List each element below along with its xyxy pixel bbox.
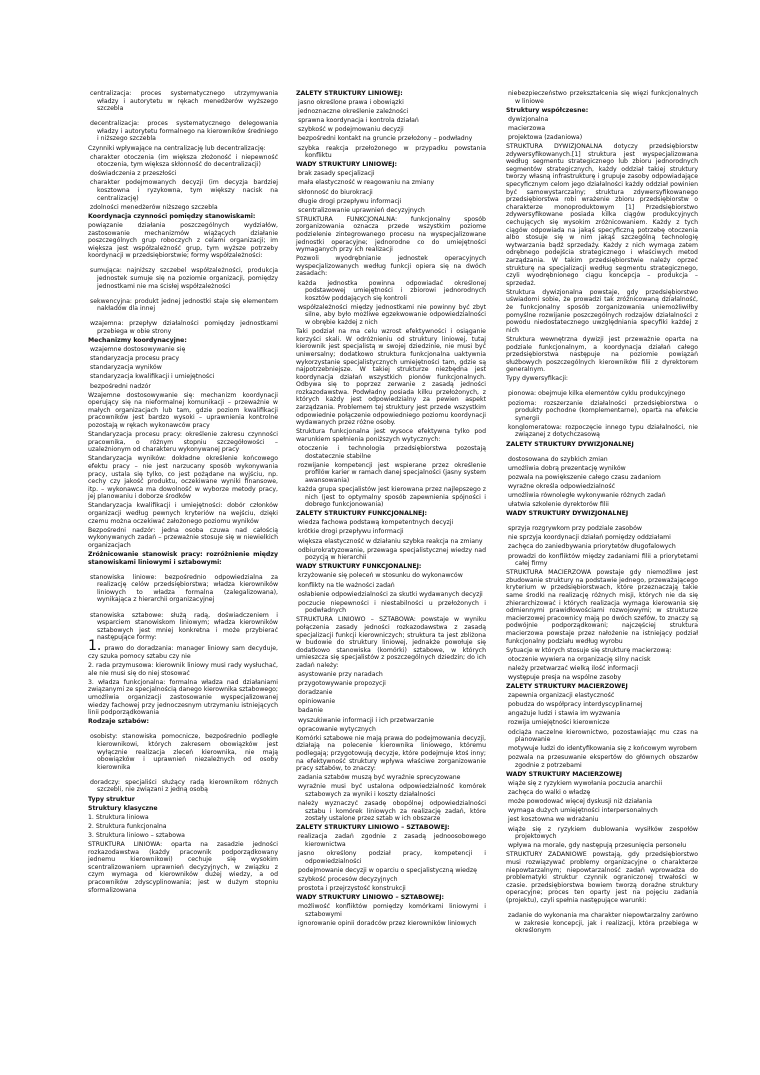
list-item: prowadzi do konfliktów między zadaniami filii a priorytetami całej firmy	[508, 552, 698, 568]
list-item: ignorowanie opinii doradców przez kierowników liniowych	[298, 919, 477, 927]
list-item: umożliwia równoległe wykonywanie różnych zadań	[508, 492, 666, 499]
paragraph: Wzajemne dostosowywanie się: mechanizm koordynacji operujący się na nieformalnej komunikacji – przeważnie w małych organizacjach lub tam, gdzie poziom kwalifikacji pracowników jest bardzo wysoki – uprawnienia kontrolne pozostają w rękach wykonawców pracy	[88, 391, 278, 429]
list-item: wyraźne określa odpowiedzialność	[508, 482, 616, 490]
list-item: jasno określony podział pracy, kompetencji i odpowiedzialności	[298, 850, 486, 865]
heading: ZALETY STRUKTURY MACIERZOWEJ	[506, 683, 628, 691]
list-item: opracowanie wytycznych	[298, 725, 376, 733]
list-item: pozioma: rozszerzanie działalności przedsiębiorstwa o produkty pochodne (komplementarne), oparta na efekcie synergii	[508, 399, 698, 422]
list-item: otoczenie wywiera na organizację silny nacisk	[508, 655, 651, 663]
column-2	[296, 90, 486, 929]
list-item: zadanie do wykonania ma charakter niepowtarzalny zarówno w zakresie koncepcji, jak i realizacji, która przebiega w określonym	[508, 912, 698, 935]
list-item: szybka reakcja przełożonego w przypadku powstania konfliktu	[298, 144, 486, 160]
heading: Rodzaje sztabów:	[88, 718, 149, 726]
column-1	[88, 90, 278, 896]
column-3	[506, 90, 698, 936]
list-item: charakter otoczenia (im większa złożoność i niepewność otoczenia, tym większa skłonność do decentralizacji)	[90, 153, 278, 169]
heading: Struktury współczesne:	[506, 106, 589, 114]
heading: WADY STRUKTURY MACIERZOWEJ	[506, 771, 623, 778]
paragraph: Komórki sztabowe nie mają prawa do podejmowania decyzji, działają na polecenie kierownika liniowego, któremu podlegają; przygotowują decyzje, które podejmuje ktoś inny; na efektywność struktury wpływa właściwe zorganizowanie pracy sztabów, to znaczy:	[296, 734, 486, 773]
list-item: scentralizowanie uprawnień decyzyjnych	[298, 206, 425, 214]
list-item: doświadczenia z przeszłości	[90, 170, 177, 178]
list-item: każda jednostka powinna odpowiadać określonej podstawowej umiejętności i zbiorowi jednorodnych kosztów poddających się kontroli	[298, 279, 486, 302]
list-item: wiąże się z ryzykiem wywołania poczucia anarchii	[508, 780, 663, 788]
list-item: ułatwia szkolenie dyrektorów filii	[508, 501, 609, 509]
paragraph: STRUKTURA LINIOWA: oparta na zasadzie jedności rozkazodawstwa (każdy pracownik podporządkowany jednemu kierownikowi) cechuje się wysokim scentralizowaniem uprawnień decyzyjnych, w związku z czym wymaga od kierowników dużej wiedzy, a od pracowników zdyscyplinowania; jest w dużym stopniu sformalizowana	[88, 840, 278, 894]
list-item: wyraźnie musi być ustalona odpowiedzialność komórek sztabowych za wyniki i koszty działalności	[298, 783, 486, 798]
paragraph: Standaryzacja wyników: dokładne określenie końcowego efektu pracy – nie jest narzucany sposób wykonywania pracy, ustala się tylko, co jest pożądane na wyjściu, np. cechy czy jakość produktu, oczekiwane wyniki finansowe, itp. – wykonawca ma dowolność w wyborze metody pracy, jej planowaniu i doborze środków	[88, 455, 278, 501]
list-item: może powodować więcej dyskusji niż działania	[508, 798, 653, 806]
list-item: pionowa: obejmuje kilka elementów cyklu produkcyjnego	[508, 390, 686, 398]
list-item: badanie	[298, 707, 323, 715]
heading: Mechanizmy koordynacyjne:	[88, 337, 187, 345]
numbered-item: 3. władza funkcjonalna: formalna władza nad działaniami związanymi ze specjalnością danego kierownika sztabowego; umożliwia organizacji zastosowanie wyspecjalizowanej wiedzy fachowej przy jednoczesnym utrzymaniu istniejących linii podporządkowania	[88, 678, 279, 717]
list-item: podejmowanie decyzji w oparciu o specjalistyczną wiedzę	[298, 866, 477, 874]
list-item: jednoznaczne określenie zależności	[298, 108, 409, 116]
list-item: niebezpieczeństwo przekształcenia się więzi funkcjonalnych w liniowe	[508, 90, 698, 105]
list-item: przygotowywanie propozycji	[298, 680, 386, 688]
list-item: wzajemne dostosowywanie się	[90, 346, 186, 354]
heading: WADY STRUKTURY LINIOWO – SZTABOWEJ:	[296, 894, 444, 901]
list-item: dywizjonalna	[508, 115, 549, 123]
heading: Struktury klasyczne	[88, 804, 158, 812]
heading: WADY STRUKTURY FUNKCJONALNEJ:	[296, 563, 422, 571]
list-item: szybkość procesów decyzyjnych	[298, 875, 398, 883]
paragraph: Standaryzacja kwalifikacji i umiejętności: dobór członków organizacji według pewnych kryteriów na wejściu, dzięki czemu można oczekiwać założonego poziomu wyników	[88, 502, 278, 525]
list-item: sekwencyjna: produkt jednej jednostki staje się elementem nakładów dla innej	[90, 297, 278, 313]
list-item: odciąża naczelne kierownictwo, pozostawiając mu czas na planowanie	[508, 728, 698, 744]
list-item: bezpośredni nadzór	[90, 382, 151, 390]
paragraph: STRUKTURA FUNKCJONALNA: funkcjonalny sposób zorganizowania oznacza przede wszystkim poziome podzielenie zintegrowanego procesu na wyspecjalizowane jednostki operacyjne; jednorodne co do umiejętności wymaganych przy ich realizacji	[296, 215, 486, 254]
heading: Zróżnicowanie stanowisk pracy: rozróżnienie między stanowiskami liniowymi i sztabowymi:	[88, 550, 278, 566]
list-item: szybkość w podejmowaniu decyzji	[298, 126, 404, 134]
paragraph: STRUKTURA MACIERZOWA powstaje gdy niemożliwe jest zbudowanie struktury na podstawie jednego, przeważającego kryterium w przedsiębiorstwach, które przeznaczają takie same środki na realizację różnych misji, których nie da się zhierarchizować i których realizacja wymaga kierowania się odmiennymi prawidłowościami rozwojowymi; w strukturze macierzowej pracownicy mają po dwóch szefów, to znaczy są podwójnie podporządkowani; najczęściej struktura macierzowa powstaje przez nałożenie na istniejący podział funkcjonalny podziału według wyrobu	[506, 569, 698, 645]
list-item: rozwijanie kompetencji jest wspierane przez określenie profilów karier w ramach danej specjalności (jasny system awansowania)	[298, 461, 486, 484]
list-item: skłonność do biurokracji	[298, 188, 373, 196]
paragraph: Struktura wewnętrzna dywizji jest przeważnie oparta na podziale funkcjonalnym, a koordynacja działań całego przedsiębiorstwa następuje na poziomie powiązań służbowych poszczególnych kierowników filii z dyrektorem generalnym.	[506, 335, 698, 374]
list-item: wyszukiwanie informacji i ich przetwarzanie	[298, 716, 434, 724]
paragraph: Struktura funkcjonalna jest wysoce efektywna tylko pod warunkiem spełnienia poniższych wytycznych:	[296, 428, 486, 443]
list-item: pozwala na przesuwanie ekspertów do głównych obszarów zgodnie z potrzebami	[508, 754, 698, 769]
list-item: pozwala na powiększenie całego czasu zadaniom	[508, 473, 661, 481]
list-item: asystowanie przy naradach	[298, 671, 383, 679]
list-item: należy przetwarzać wielką ilość informacji	[508, 664, 639, 672]
heading: ZALETY STRUKTURY DYWIZJONALNEJ	[506, 440, 634, 448]
list-item: prostota i przejrzystość konstrukcji	[298, 884, 406, 892]
list-item: konglomeratowa: rozpoczęcie innego typu działalności, nie związanej z dotychczasową	[508, 423, 698, 439]
list-item: osłabienie odpowiedzialności za skutki wydawanych decyzji	[298, 590, 483, 598]
paragraph: Typy dywersyfikacji:	[506, 375, 569, 383]
list-item: sprawna koordynacja i kontrola działań	[298, 117, 419, 125]
list-item: długie drogi przepływu informacji	[298, 197, 402, 205]
list-item: bezpośredni kontakt na gruncie przełożony – podwładny	[298, 135, 473, 143]
list-item: standaryzacja kwalifikacji i umiejętności	[90, 373, 215, 381]
list-item: sumująca: najniższy szczebel współzależności, produkcja jednostek sumuje się na poziomie organizacji, pomiędzy jednostkami nie ma ścisłej współzależności	[90, 267, 278, 290]
list-item: stanowiska liniowe: bezpośrednio odpowiedzialna za realizację celów przedsiębiorstwa; władza kierowników liniowych to władza formalna (zalegalizowana), wynikająca z hierarchii organizacyjnej	[90, 573, 278, 604]
list-item: występuje presja na wspólne zasoby	[508, 673, 622, 681]
numbered-item: 2. rada przymusowa: kierownik liniowy musi rady wysłuchać, ale nie musi się do niej stosować	[88, 662, 278, 677]
list-item: macierzowa	[508, 124, 546, 132]
list-item: angażuje ludzi i stawia im wyzwania	[508, 710, 621, 718]
heading: Typy struktur	[88, 795, 135, 803]
list-item: możliwość konfliktów pomiędzy komórkami liniowymi i sztabowymi	[298, 903, 486, 918]
list-item: charakter podejmowanych decyzji (im decyzja bardziej kosztowna i ryzykowna, tym większy nacisk na centralizację)	[90, 179, 278, 202]
paragraph: Taki podział na ma celu wzrost efektywności i osiąganie korzyści skali. W odróżnieniu od struktury liniowej, tutaj kierownik jest specjalistą w swojej dziedzinie, nie musi być uniwersalny; dodatkowo struktura funkcjonalna uaktywnia wykorzystanie specjalistycznych umiejętności tam, gdzie są najpotrzebniejsze. W takiej strukturze niezbędna jest koordynacja działań wszystkich pionów funkcjonalnych. Odbywa się to poprzez zerwanie z zasadą jedności rozkazodawstwa. Podwładny posiada kilku przełożonych, z których każdy jest odpowiedzialny za pewien aspekt zarządzania. Problemem tej struktury jest przede wszystkim odpowiednie połączenie odpowiedniego poziomu koordynacji wydawanych przez różne osoby.	[296, 328, 486, 427]
heading: ZALETY STRUKTURY LINIOWO – SZTABOWEJ:	[296, 824, 450, 832]
list-item: każda grupa specjalistów jest kierowana przez najlepszego z nich (jest to optymalny sposób zapewnienia spójności i dobrego funkcjonowania)	[298, 486, 486, 509]
heading: Koordynacja czynności pomiędzy stanowiskami:	[88, 212, 256, 220]
list-item: mała elastyczność w reagowaniu na zmiany	[298, 179, 435, 187]
paragraph: centralizacja: proces systematycznego utrzymywania władzy i autorytetu w rękach menedżerów wyższego szczebla	[90, 90, 278, 113]
heading: ZALETY STRUKTURY FUNKCJONALNEJ:	[296, 510, 428, 518]
list-item: wzajemna: przepływ działalności pomiędzy jednostkami przebiega w obie strony	[90, 320, 278, 335]
paragraph: STRUKTURY ZADANIOWE powstają, gdy przedsiębiorstwo musi rozwiązywać problemy organizacyjne o charakterze niepowtarzalnym; niepowtarzalność zadań wprowadza do problematyki struktur czynnik ograniczonej trwałości w czasie. przedsiębiorstwa bowiem tworzą doraźne struktury operacyjne; proces ten oparty jest na pojęciu zadania (projektu), czyli spełnia następujące warunki:	[506, 851, 698, 904]
list-item: krótkie drogi przepływu informacji	[298, 528, 404, 536]
list-item: doradzanie	[298, 689, 333, 697]
list-item: krzyżowanie się poleceń w stosunku do wykonawców	[298, 572, 463, 580]
list-item: wiedza fachowa podstawą kompetentnych decyzji	[298, 519, 454, 527]
list-item: 2. Struktura funkcjonalna	[88, 822, 167, 830]
paragraph: Sytuacje w których stosuje się strukturę macierzową:	[506, 646, 672, 654]
paragraph: decentralizacja: proces systematycznego delegowania władzy i autorytetu formalnego na kierowników średniego i niższego szczebla	[90, 120, 278, 143]
list-item: zachęca do walki o władzę	[508, 789, 591, 797]
list-item: realizacja zadań zgodnie z zasadą jednoosobowego kierownictwa	[298, 833, 486, 848]
list-item: należy wyznaczyć zasadę obopólnej odpowiedzialności sztabu i komórek liniowych za realizację zadań, które zostały ustalone przez sztab w ich obszarze	[298, 799, 486, 823]
list-item: opiniowanie	[298, 698, 336, 706]
list-item: osobisty: stanowiska pomocnicze, bezpośrednio podległe kierownikowi, których zakresem obowiązków jest wyłącznie realizacja zleceń kierownika, nie mają obowiązków i uprawnień niezależnych od osoby kierownika	[90, 733, 278, 771]
list-item: zapewnia organizacji elastyczność	[508, 692, 615, 700]
list-item: brak zasady specjalizacji	[298, 170, 375, 178]
paragraph: Struktura dywizjonalna powstaje, gdy przedsiębiorstwo uświadomi sobie, że prowadzi tak zróżnicowaną działalność, że funkcjonalny sposób zorganizowania uniemożliwiłby pomyślne rozwijanie poszczególnych rodzajów działalności z powodu niedostatecznego uwzględniania specyfiki każdej z nich	[506, 288, 698, 334]
list-item: 1. Struktura liniowa	[88, 813, 149, 821]
list-item: poczucie niepewności i niestabilności u przełożonych i podwładnych	[298, 599, 486, 615]
list-item: stanowiska sztabowe: służą radą, doświadczeniem i wsparciem stanowiskom liniowym; władza kierowników sztabowych jest mniej konkretna i może przybierać następujące formy:	[90, 611, 278, 642]
heading: WADY STRUKTURY DYWIZJONALNEJ	[506, 510, 629, 518]
heading: WADY STRUKTURY LINIOWEJ:	[296, 161, 398, 169]
paragraph: STRUKTURA DYWIZJONALNA dotyczy przedsiębiorstw zdywersyfikowanych.[1] struktura jest wyspecjalizowana według segmentu strategicznego lub zbioru jednorodnych segmentów strategicznych, każdy oddział takiej struktury tworzy własną infrastrukturę i grupuje zasoby odpowiadające specyficznym celom jego działalności każdy oddział powinien być samowystarczalny; struktura zdywersyfikowanego przedsiębiorstwa robi wrażenie zbioru przedsiębiorstw o charakterze monoproduktowym [1] Przedsiębiorstwo zdywersyfikowane posiada kilka ciągów produkcyjnych cechujących się wysokim zróżnicowaniem. Każdy z tych ciągów odpowiada na jakąś specyficzną potrzebę otoczenia albo stosuje się w nim jakąś szczególną technologię wytwarzania bądź sprzedaży. Każdy z nich wymaga zatem odrębnego podejścia strategicznego i właściwych metod zarządzania. W takim przedsiębiorstwie należy oprzeć strukturę na specjalizacji według segmentu strategicznego, czyli wyodrębnionego ciągu koncepcja – produkcja – sprzedaż.	[506, 143, 698, 287]
list-item: projektowa (zadaniowa)	[508, 133, 583, 141]
list-item: jest kosztowna we wdrażaniu	[508, 816, 599, 824]
list-item: rozwija umiejętności kierownicze	[508, 719, 610, 727]
list-item: otoczenie i technologia przedsiębiorstwa pozostają dostatecznie stabilne	[298, 445, 486, 460]
list-item: motywuje ludzi do identyfikowania się z końcowym wyrobem	[508, 745, 697, 753]
paragraph: powiązanie działania poszczególnych wydziałów, zastosowanie mechanizmów wiążących działanie poszczególnych grup roboczych z celami organizacji; im większa jest współzależność grup, tym wyższe potrzeby koordynacji w przedsiębiorstwie; formy współzależności:	[88, 221, 278, 260]
list-item: zadania sztabów muszą być wyraźnie sprecyzowane	[298, 774, 461, 782]
paragraph: Pozwoli wyodrębnianie jednostek operacyjnych wyspecjalizowanych według funkcji opiera się na dwóch zasadach:	[296, 255, 486, 278]
paragraph: Bezpośredni nadzór: jedna osoba czuwa nad całością wykonywanych zadań – przeważnie stosuje się w niewielkich organizacjach	[88, 526, 278, 549]
list-item: standaryzacja wyników	[90, 364, 162, 372]
list-item: pobudza do współpracy interdyscyplinarnej	[508, 701, 643, 709]
list-item: większa elastyczność w działaniu szybka reakcja na zmiany	[298, 537, 483, 545]
list-item: zdolności menedżerów niższego szczebla	[90, 203, 218, 211]
paragraph: Czynniki wpływające na centralizację lub decentralizację:	[88, 144, 266, 152]
list-item: konflikty na tle ważności zadań	[298, 581, 395, 589]
list-item: współzależności między jednostkami nie powinny być zbyt silne, aby było możliwe egzekwowanie odpowiedzialności w obrębie każdej z nich	[298, 303, 486, 327]
list-item: nie sprzyja koordynacji działań pomiędzy oddziałami	[508, 534, 671, 542]
list-item: wymaga dużych umiejętności interpersonalnych	[508, 807, 658, 815]
list-item: umożliwia dobrą prezentację wyników	[508, 464, 626, 472]
list-item: standaryzacja procesu pracy	[90, 355, 179, 363]
heading: ZALETY STRUKTURY LINIOWEJ:	[296, 90, 403, 97]
list-item: 3. Struktura liniowo – sztabowa	[88, 831, 185, 839]
list-item: jasno określone prawa i obowiązki	[298, 99, 404, 107]
list-item: zachęca do zaniedbywania priorytetów długofalowych	[508, 543, 676, 551]
list-item: doradczy: specjaliści służący radą kierownikom różnych szczebli, nie związani z jedną osobą	[90, 778, 278, 794]
list-item: wpływa na morale, gdy następują przesunięcia personelu	[508, 842, 687, 850]
list-item: odbiurokratyzowanie, przewaga specjalistycznej wiedzy nad pozycją w hierarchii	[298, 546, 486, 562]
list-item: dostosowana do szybkich zmian	[508, 455, 608, 463]
list-item: wiąże się z ryzykiem dublowania wysiłków zespołów projektowych	[508, 825, 698, 841]
paragraph: Standaryzacja procesu pracy: określenie zakresu czynności pracownika, o różnym stopniu szczegółowości – uzależnionym od charakteru wykonywanej pracy	[88, 431, 278, 454]
numbered-item: 1. prawo do doradzania: manager liniowy sam decyduje, czy szuka pomocy sztabu czy nie	[88, 638, 278, 660]
paragraph: STRUKTURA LINIOWO – SZTABOWA: powstaje w wyniku połączenia zasady jedności rozkazodawstwa z zasadą specjalizacji funkcji kierowniczych; struktura ta jest zbliżona w budowie do struktury liniowej, jednakże powołuje się dodatkowo stanowiska (komórki) sztabowe, w których umieszcza się specjalistów z poszczególnych dziedzin; do ich zadań należy:	[296, 616, 486, 669]
list-item: sprzyja rozgrywkom przy podziale zasobów	[508, 525, 642, 533]
